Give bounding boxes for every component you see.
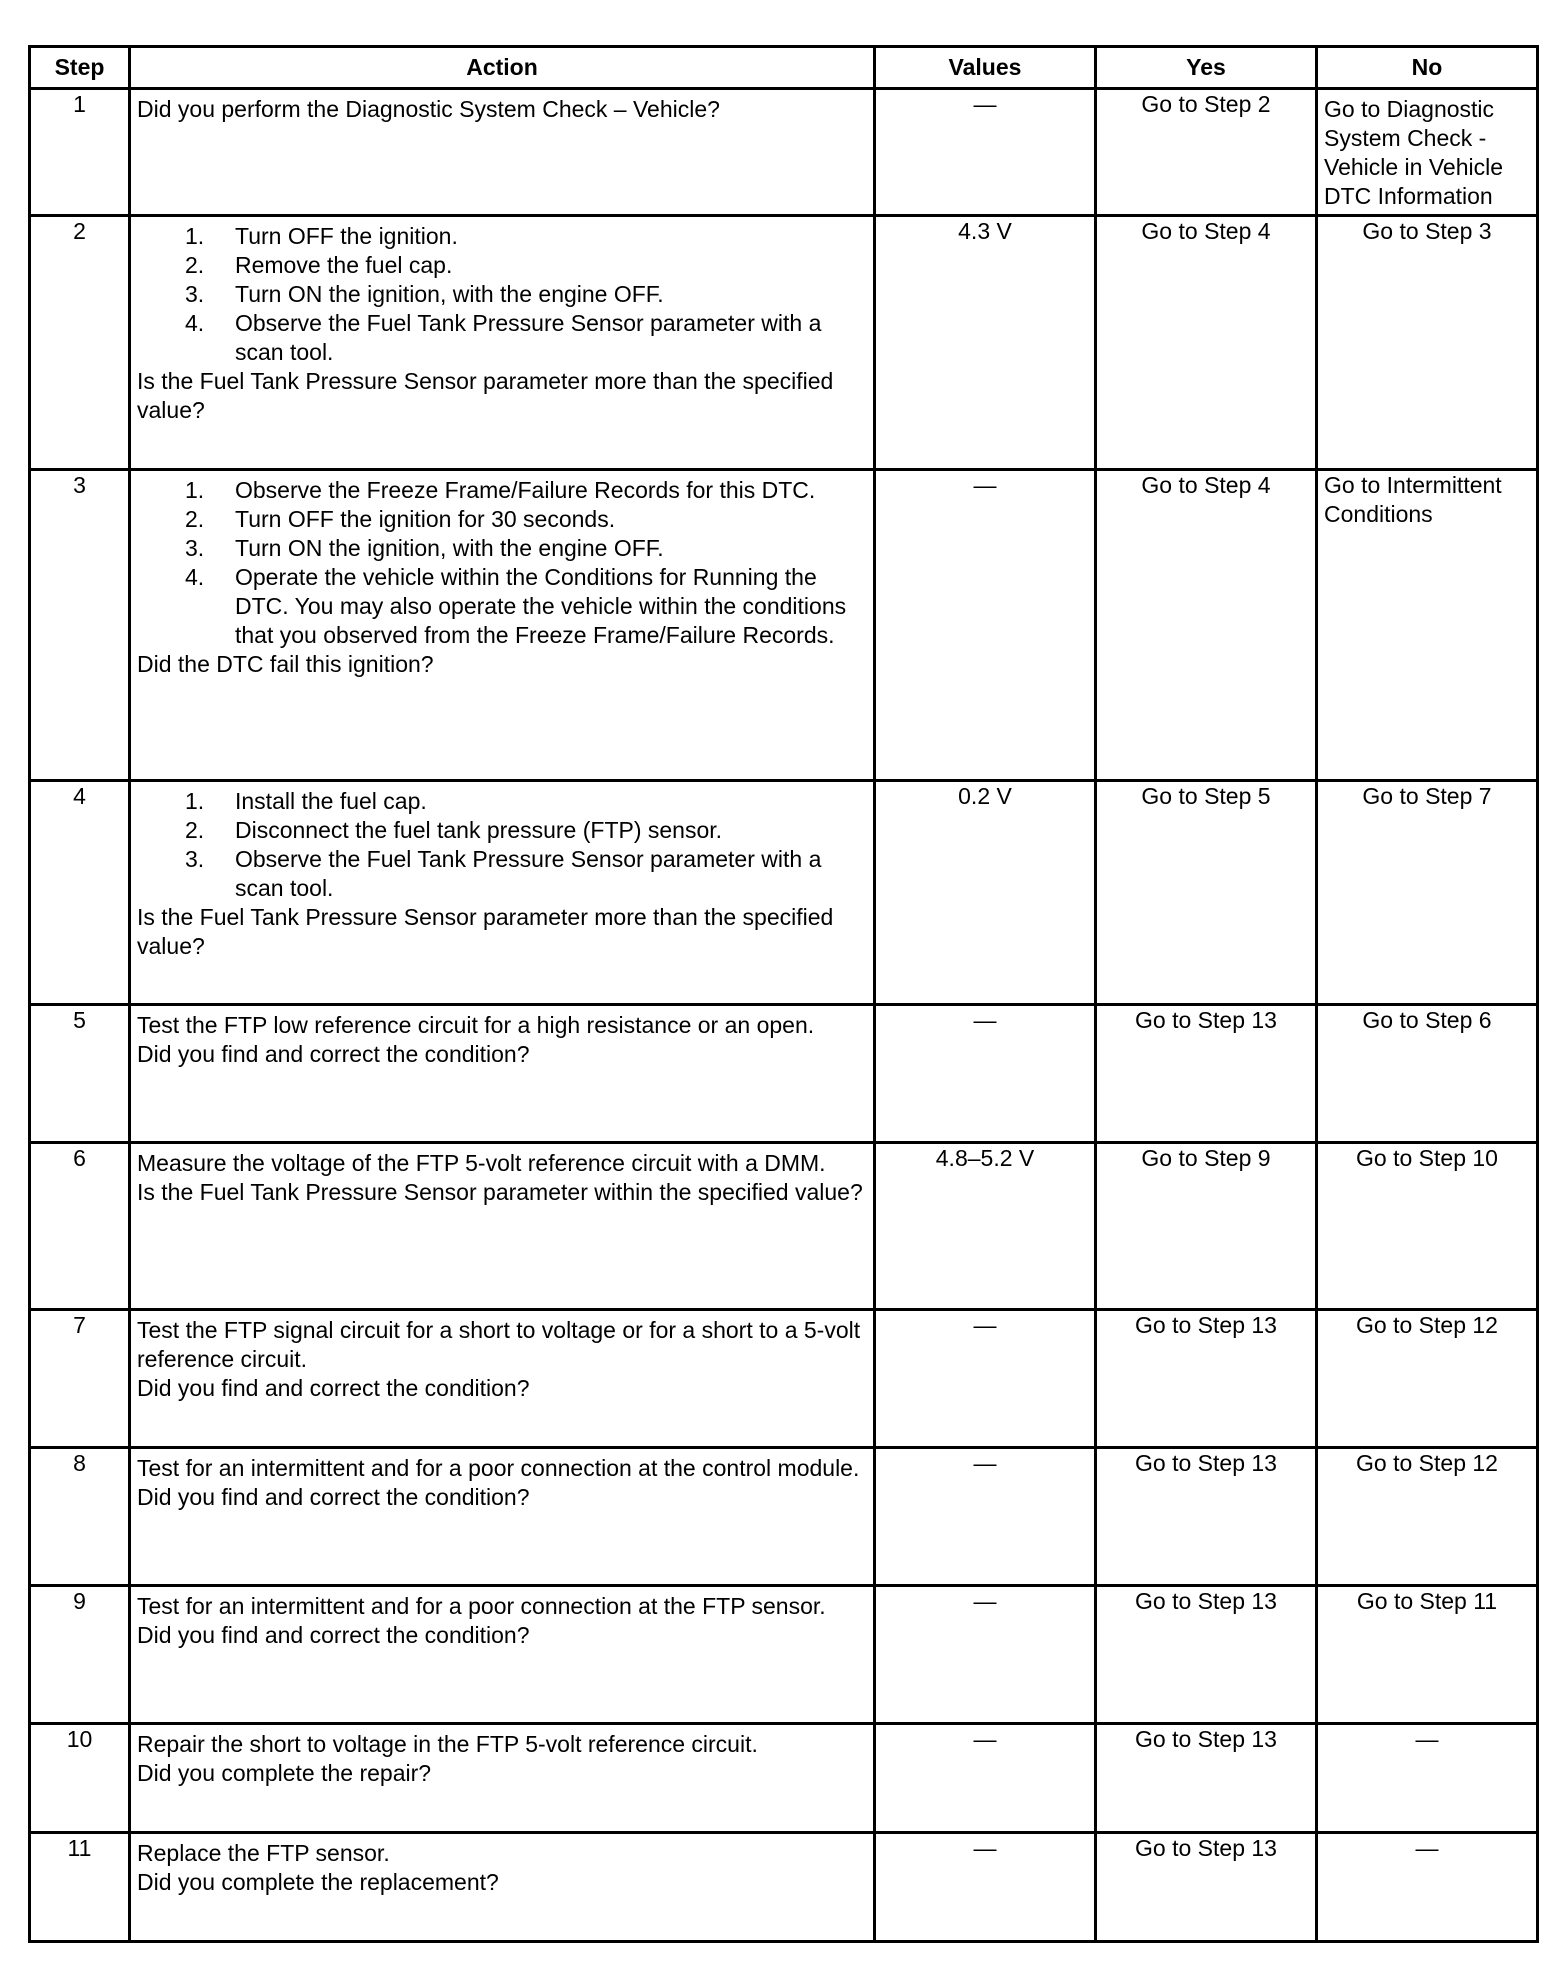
- no-cell: [1317, 1310, 1538, 1448]
- action-question: Did you complete the repair?: [137, 1760, 432, 1786]
- no-cell: [1317, 781, 1538, 1005]
- action-question: Did you find and correct the condition?: [137, 1041, 530, 1067]
- yes-text: Go to Step 9: [1141, 1145, 1271, 1171]
- action-steps: [137, 787, 867, 903]
- step-number: 11: [30, 1833, 130, 1942]
- yes-cell: [1096, 470, 1317, 781]
- values-cell: —: [875, 1586, 1096, 1724]
- values-cell: —: [875, 1448, 1096, 1586]
- list-item: 3. Observe the Fuel Tank Pressure Sensor parameter with a scan tool.: [185, 846, 822, 901]
- no-text: Go to Diagnostic System Check - Vehicle in Vehicle DTC Information: [1324, 96, 1504, 209]
- step-number: 3: [30, 470, 130, 781]
- yes-cell: [1096, 1143, 1317, 1310]
- action-cell: [130, 1448, 875, 1586]
- step-number: 8: [30, 1448, 130, 1586]
- yes-text: Go to Step 5: [1141, 783, 1271, 809]
- table-row: [30, 470, 1538, 781]
- no-text: Go to Step 3: [1362, 218, 1492, 244]
- list-item: 4. Observe the Fuel Tank Pressure Sensor parameter with a scan tool.: [185, 310, 822, 365]
- values-cell: —: [875, 470, 1096, 781]
- yes-text: Go to Step 13: [1135, 1835, 1277, 1861]
- action-question: Is the Fuel Tank Pressure Sensor parameter within the specified value?: [137, 1179, 863, 1205]
- yes-cell: [1096, 1833, 1317, 1942]
- diagnostic-table: [28, 45, 1539, 1943]
- action-steps: [137, 476, 867, 650]
- no-cell: [1317, 89, 1538, 216]
- header-no: No: [1317, 47, 1538, 89]
- action-text: Measure the voltage of the FTP 5-volt reference circuit with a DMM.: [137, 1150, 826, 1176]
- action-question: Did you find and correct the condition?: [137, 1375, 530, 1401]
- action-question: Did you find and correct the condition?: [137, 1622, 530, 1648]
- no-text: Go to Step 11: [1356, 1588, 1498, 1614]
- step-number: 9: [30, 1586, 130, 1724]
- step-number: 7: [30, 1310, 130, 1448]
- yes-cell: [1096, 1724, 1317, 1833]
- action-cell: [130, 216, 875, 470]
- values-cell: —: [875, 1310, 1096, 1448]
- action-question: Is the Fuel Tank Pressure Sensor parameter more than the specified value?: [137, 904, 834, 959]
- table-row: [30, 1833, 1538, 1942]
- no-text: Go to Step 10: [1356, 1145, 1498, 1171]
- values-cell: 0.2 V: [875, 781, 1096, 1005]
- list-item: 2. Remove the fuel cap.: [185, 252, 453, 278]
- action-cell: [130, 781, 875, 1005]
- no-cell: [1317, 1586, 1538, 1724]
- no-text: Go to Step 7: [1362, 783, 1492, 809]
- action-steps: [137, 222, 867, 367]
- table-row: [30, 1724, 1538, 1833]
- no-cell: [1317, 1448, 1538, 1586]
- header-row: [30, 47, 1538, 89]
- list-item: 4. Operate the vehicle within the Conditions for Running the DTC. You may also operate the vehicle within the conditions that you observed from the Freeze Frame/Failure Records.: [185, 564, 847, 648]
- action-cell: [130, 1310, 875, 1448]
- table-row: [30, 781, 1538, 1005]
- action-question: Did the DTC fail this ignition?: [137, 651, 434, 677]
- list-item: 1. Turn OFF the ignition.: [185, 223, 458, 249]
- values-cell: 4.3 V: [875, 216, 1096, 470]
- table-row: [30, 1310, 1538, 1448]
- step-number: 6: [30, 1143, 130, 1310]
- table-row: [30, 216, 1538, 470]
- no-cell: —: [1317, 1833, 1538, 1942]
- action-cell: [130, 89, 875, 216]
- no-cell: —: [1317, 1724, 1538, 1833]
- header-step: Step: [30, 47, 130, 89]
- action-question: Is the Fuel Tank Pressure Sensor parameter more than the specified value?: [137, 368, 834, 423]
- yes-text: Go to Step 13: [1135, 1007, 1277, 1033]
- table-row: [30, 89, 1538, 216]
- action-cell: [130, 1586, 875, 1724]
- action-text: Did you perform the Diagnostic System Check – Vehicle?: [137, 96, 720, 122]
- yes-cell: [1096, 1005, 1317, 1143]
- values-cell: —: [875, 1724, 1096, 1833]
- yes-cell: [1096, 216, 1317, 470]
- action-question: Did you find and correct the condition?: [137, 1484, 530, 1510]
- yes-cell: [1096, 1310, 1317, 1448]
- no-text: Go to Step 6: [1362, 1007, 1492, 1033]
- yes-text: Go to Step 4: [1141, 218, 1271, 244]
- step-number: 4: [30, 781, 130, 1005]
- step-number: 10: [30, 1724, 130, 1833]
- yes-text: Go to Step 2: [1141, 91, 1271, 117]
- action-text: Test for an intermittent and for a poor connection at the control module.: [137, 1455, 860, 1481]
- yes-text: Go to Step 13: [1135, 1588, 1277, 1614]
- action-question: Did you complete the replacement?: [137, 1869, 499, 1895]
- table-row: [30, 1005, 1538, 1143]
- action-cell: [130, 1724, 875, 1833]
- table-row: [30, 1448, 1538, 1586]
- no-cell: [1317, 470, 1538, 781]
- step-number: 1: [30, 89, 130, 216]
- no-text: Go to Step 12: [1356, 1450, 1498, 1476]
- action-text: Repair the short to voltage in the FTP 5-volt reference circuit.: [137, 1731, 758, 1757]
- list-item: 2. Turn OFF the ignition for 30 seconds.: [185, 506, 616, 532]
- action-cell: [130, 1143, 875, 1310]
- yes-cell: [1096, 1448, 1317, 1586]
- values-cell: —: [875, 1833, 1096, 1942]
- yes-text: Go to Step 13: [1135, 1312, 1277, 1338]
- action-text: Test the FTP low reference circuit for a high resistance or an open.: [137, 1012, 815, 1038]
- action-text: Replace the FTP sensor.: [137, 1840, 390, 1866]
- yes-cell: [1096, 781, 1317, 1005]
- list-item: 2. Disconnect the fuel tank pressure (FTP) sensor.: [185, 817, 723, 843]
- action-text: Test the FTP signal circuit for a short to voltage or for a short to a 5-volt reference circuit.: [137, 1317, 861, 1372]
- values-cell: —: [875, 89, 1096, 216]
- action-cell: [130, 1005, 875, 1143]
- no-text: Go to Step 12: [1356, 1312, 1498, 1338]
- no-cell: [1317, 216, 1538, 470]
- no-cell: [1317, 1143, 1538, 1310]
- header-action: Action: [130, 47, 875, 89]
- header-values: Values: [875, 47, 1096, 89]
- table-row: [30, 1143, 1538, 1310]
- step-number: 5: [30, 1005, 130, 1143]
- action-cell: [130, 1833, 875, 1942]
- yes-text: Go to Step 13: [1135, 1726, 1277, 1752]
- list-item: 3. Turn ON the ignition, with the engine OFF.: [185, 535, 664, 561]
- yes-text: Go to Step 4: [1141, 472, 1271, 498]
- yes-cell: [1096, 1586, 1317, 1724]
- values-cell: —: [875, 1005, 1096, 1143]
- values-cell: 4.8–5.2 V: [875, 1143, 1096, 1310]
- no-text: Go to Intermittent Conditions: [1324, 472, 1502, 527]
- list-item: 3. Turn ON the ignition, with the engine OFF.: [185, 281, 664, 307]
- action-cell: [130, 470, 875, 781]
- no-cell: [1317, 1005, 1538, 1143]
- yes-text: Go to Step 13: [1135, 1450, 1277, 1476]
- action-text: Test for an intermittent and for a poor connection at the FTP sensor.: [137, 1593, 826, 1619]
- list-item: 1. Install the fuel cap.: [185, 788, 427, 814]
- table-row: [30, 1586, 1538, 1724]
- list-item: 1. Observe the Freeze Frame/Failure Records for this DTC.: [185, 477, 816, 503]
- yes-cell: [1096, 89, 1317, 216]
- step-number: 2: [30, 216, 130, 470]
- header-yes: Yes: [1096, 47, 1317, 89]
